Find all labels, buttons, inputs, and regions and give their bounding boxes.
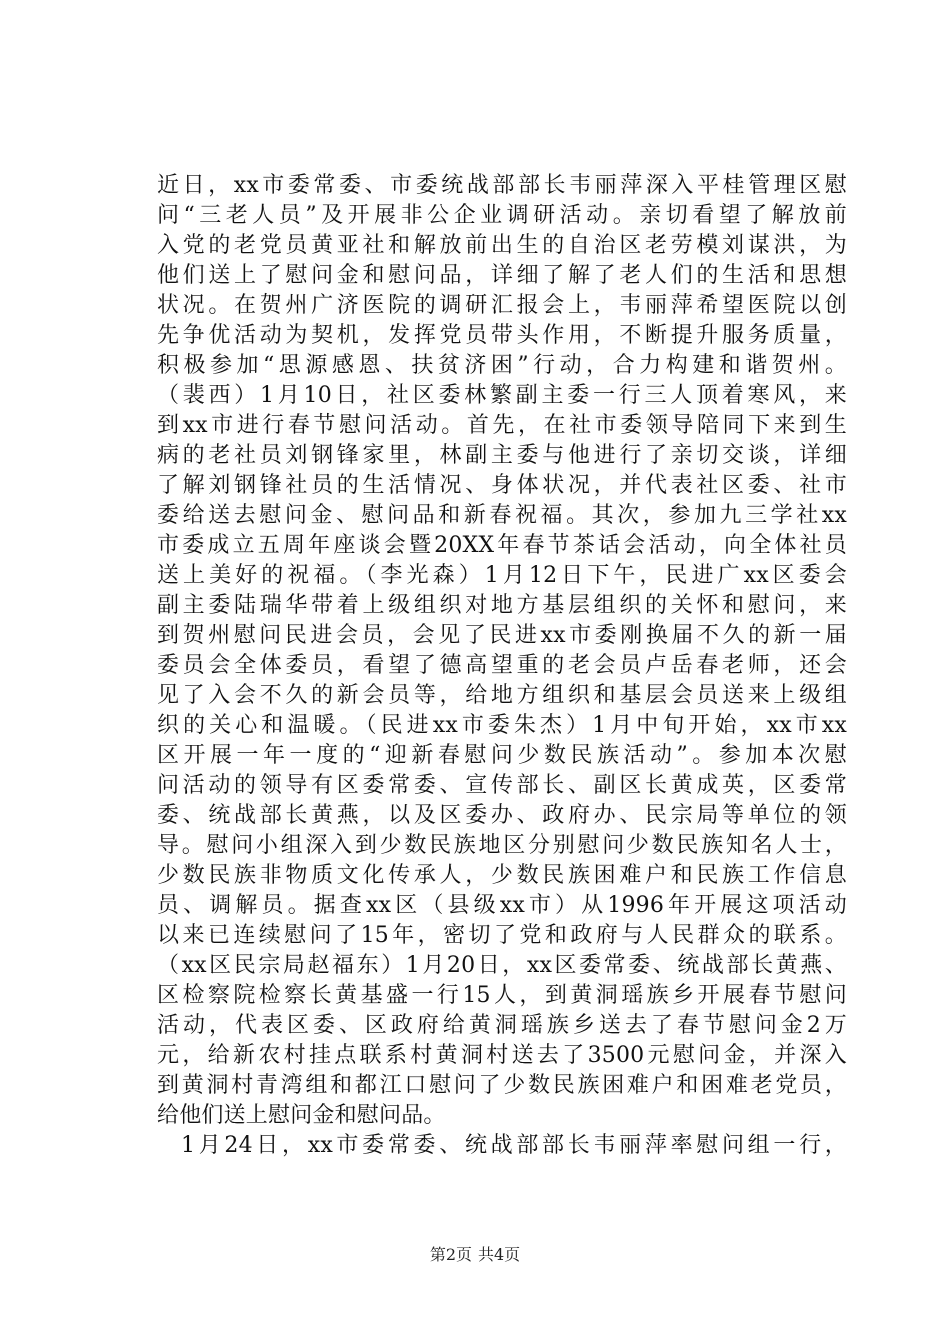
body-line: 到xx市进行春节慰问活动。首先，在社市委领导陪同下来到生 xyxy=(157,413,847,438)
body-line: 委员会全体委员，看望了德高望重的老会员卢岳春老师，还会 xyxy=(157,653,847,678)
body-line: 区开展一年一度的“迎新春慰问少数民族活动”。参加本次慰 xyxy=(157,743,847,768)
body-line: 少数民族非物质文化传承人，少数民族困难户和民族工作信息 xyxy=(157,863,847,888)
body-line: 员、调解员。据查xx区（县级xx市）从1996年开展这项活动 xyxy=(157,893,847,918)
body-line: 到贺州慰问民进会员，会见了民进xx市委刚换届不久的新一届 xyxy=(157,623,847,648)
body-line: 给他们送上慰问金和慰问品。 xyxy=(157,1103,446,1128)
body-line: 元，给新农村挂点联系村黄洞村送去了3500元慰问金，并深入 xyxy=(157,1043,847,1068)
body-line: 织的关心和温暖。（民进xx市委朱杰）1月中旬开始，xx市xx xyxy=(157,713,847,738)
body-line: 区检察院检察长黄基盛一行15人，到黄洞瑶族乡开展春节慰问 xyxy=(157,983,847,1008)
paragraph-start-line: 1月24日，xx市委常委、统战部部长韦丽萍率慰问组一行， xyxy=(181,1133,847,1158)
body-line: 他们送上了慰问金和慰问品，详细了解了老人们的生活和思想 xyxy=(157,263,847,288)
body-line: （xx区民宗局赵福东）1月20日，xx区委常委、统战部长黄燕、 xyxy=(157,953,847,978)
body-line: 送上美好的祝福。（李光森）1月12日下午，民进广xx区委会 xyxy=(157,563,847,588)
body-line: 问活动的领导有区委常委、宣传部长、副区长黄成英，区委常 xyxy=(157,773,847,798)
body-line: 委给送去慰问金、慰问品和新春祝福。其次，参加九三学社xx xyxy=(157,503,847,528)
body-line: 委、统战部长黄燕，以及区委办、政府办、民宗局等单位的领 xyxy=(157,803,847,828)
body-line: 先争优活动为契机，发挥党员带头作用，不断提升服务质量， xyxy=(157,323,847,348)
body-line: 了解刘钢锋社员的生活情况、身体状况，并代表社区委、社市 xyxy=(157,473,847,498)
body-line: 活动，代表区委、区政府给黄洞瑶族乡送去了春节慰问金2万 xyxy=(157,1013,847,1038)
body-line: 问“三老人员”及开展非公企业调研活动。亲切看望了解放前 xyxy=(157,203,847,228)
body-line: 病的老社员刘钢锋家里，林副主委与他进行了亲切交谈，详细 xyxy=(157,443,847,468)
body-line: 积极参加“思源感恩、扶贫济困”行动，合力构建和谐贺州。 xyxy=(157,353,847,378)
body-line: 导。慰问小组深入到少数民族地区分别慰问少数民族知名人士， xyxy=(157,833,847,858)
page-footer xyxy=(0,1245,950,1265)
body-line: 入党的老党员黄亚社和解放前出生的自治区老劳模刘谋洪，为 xyxy=(157,233,847,258)
body-line: 市委成立五周年座谈会暨20XX年春节茶话会活动，向全体社员 xyxy=(157,533,847,558)
body-line: 状况。在贺州广济医院的调研汇报会上，韦丽萍希望医院以创 xyxy=(157,293,847,318)
page-number: 第2页 xyxy=(429,1245,472,1264)
body-line: 近日，xx市委常委、市委统战部部长韦丽萍深入平桂管理区慰 xyxy=(157,173,847,198)
body-line: （裴西）1月10日，社区委林繁副主委一行三人顶着寒风，来 xyxy=(157,383,847,408)
body-line: 见了入会不久的新会员等，给地方组织和基层会员送来上级组 xyxy=(157,683,847,708)
page-total: 共4页 xyxy=(478,1245,521,1264)
body-line: 以来已连续慰问了15年，密切了党和政府与人民群众的联系。 xyxy=(157,923,847,948)
body-line: 到黄洞村青湾组和都江口慰问了少数民族困难户和困难老党员， xyxy=(157,1073,847,1098)
body-line: 副主委陆瑞华带着上级组织对地方基层组织的关怀和慰问，来 xyxy=(157,593,847,618)
